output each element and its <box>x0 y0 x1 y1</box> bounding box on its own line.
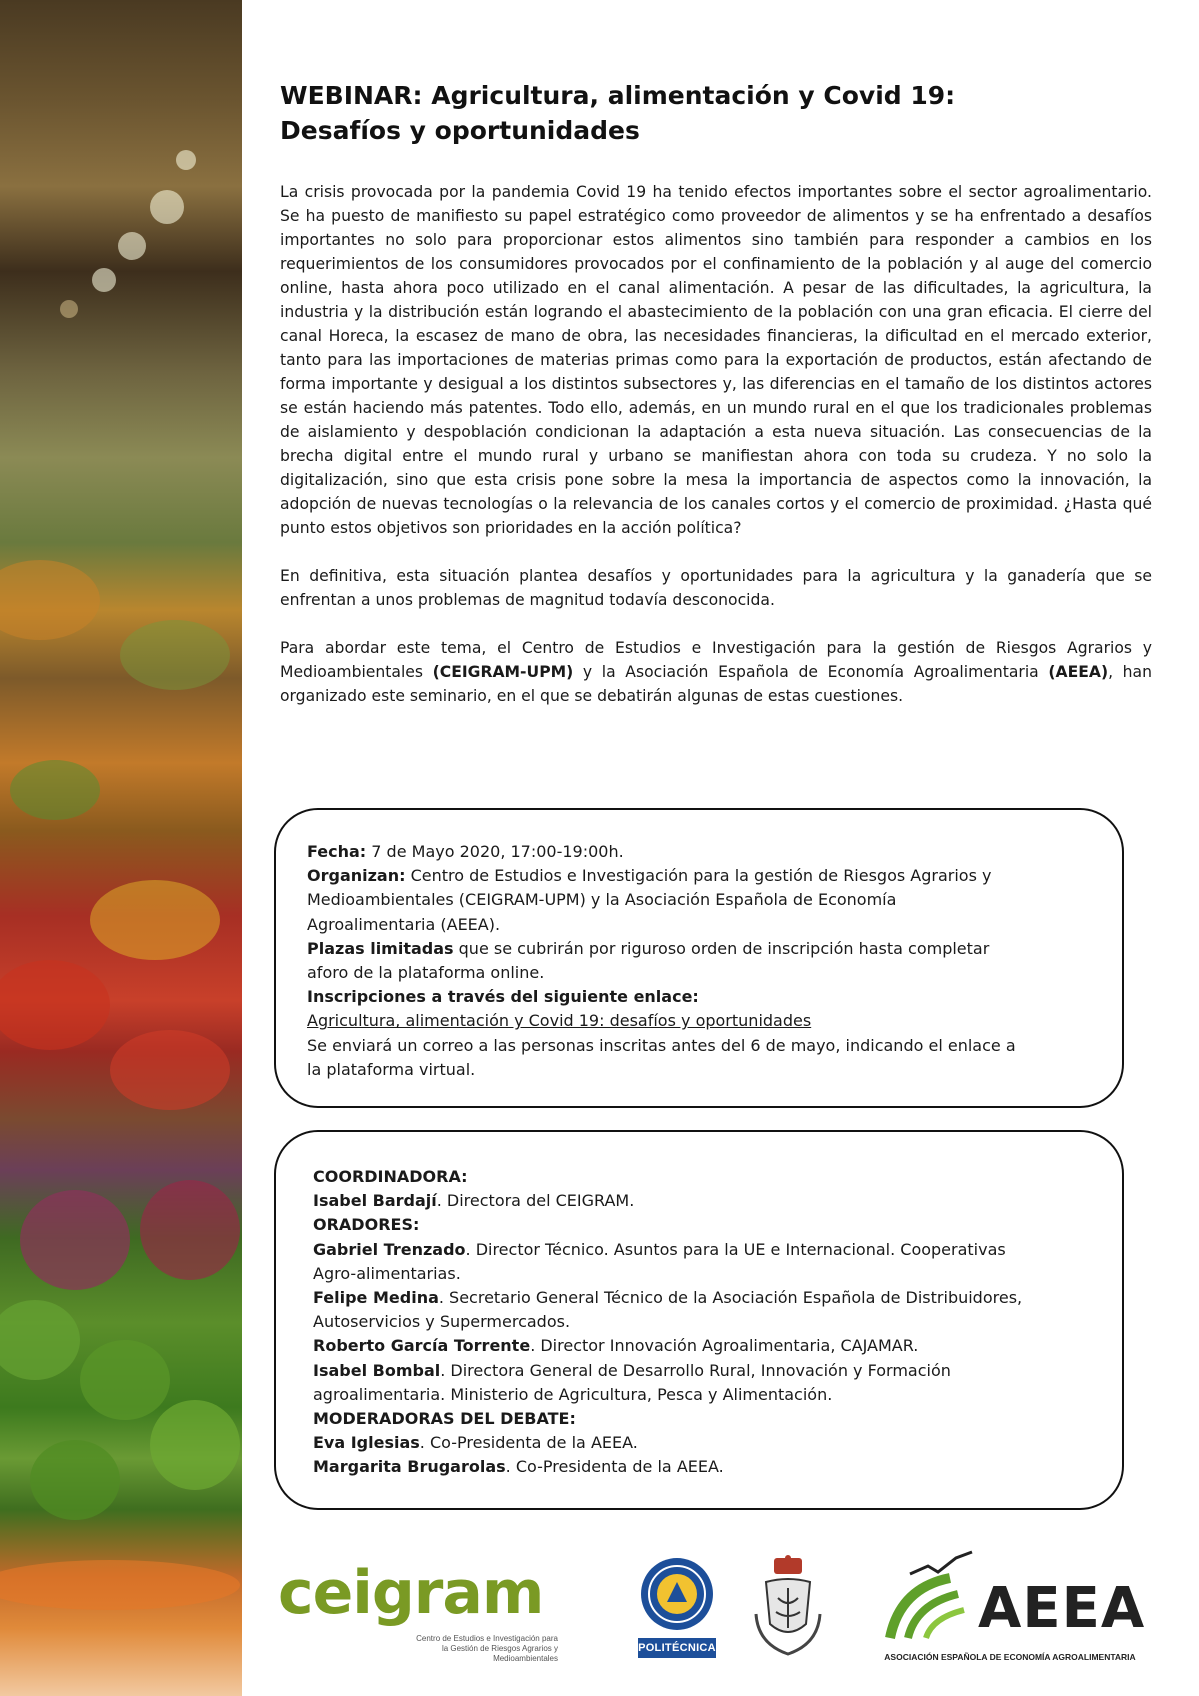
ceigram-subtitle-line-1: Centro de Estudios e Investigación para <box>416 1634 558 1643</box>
p3-text-a: Para abordar este tema, el Centro de Estudios e Investigación para la gestión de Riesgos Agrarios y Medioambientales <box>280 639 1152 681</box>
speaker-role: . Director Técnico. Asuntos para la UE e Internacional. Cooperativas <box>465 1239 1006 1259</box>
oradores-heading <box>313 1213 1062 1237</box>
correo-line-1: Se enviará un correo a las personas inscritas antes del 6 de mayo, indicando el enlace a <box>307 1035 1016 1055</box>
moderadora-1 <box>313 1431 1062 1455</box>
moderadora-2 <box>313 1455 1062 1479</box>
upm-label: POLITÉCNICA <box>638 1638 716 1658</box>
p3-text-c: , han organizado este seminario, en el que se debatirán algunas de estas cuestiones. <box>280 663 1152 705</box>
ceigram-subtitle <box>378 1634 558 1664</box>
inscripciones-label <box>307 985 1062 1009</box>
intro-paragraph-1: La crisis provocada por la pandemia Covid 19 ha tenido efectos importantes sobre el sector agroalimentario. Se ha puesto de manifiesto su papel estratégico como proveedor de alimentos y se ha enfrentado a desafíos importantes no solo para proporcionar estos alimentos sino también para responder a cambios en los requerimientos de los consumidores provocados por el confinamiento de la población y al auge del comercio online, hasta ahora poco utilizado en el canal alimentación. A pesar de las dificultades, la agricultura, la industria y la distribución están logrando el abastecimiento de la población con una gran eficacia. El cierre del canal Horeca, la escasez de mano de obra, las necesidades financieras, la dificultad en el mercado exterior, tanto para las importaciones de materias primas como para la exportación de productos, están afectando de forma importante y desigual a los distintos subsectores y, las diferencias en el tamaño de los distintos actores se están haciendo más patentes. Todo ello, además, en un mundo rural en el que los tradicionales problemas de aislamiento y despoblación condicionan la adaptación a esta nueva situación. Las consecuencias de la brecha digital entre el mundo rural y urbano se manifiestan ahora con toda su crudeza. Y no solo la digitalización, sino que esta crisis pone sobre la mesa la importancia de aspectos como la innovación, la adopción de nuevas tecnologías o la relevancia de los canales cortos y el comercio de proximidad. ¿Hasta qué punto estos objetivos son prioridades en la acción política? <box>280 183 1152 537</box>
speaker-role: . Directora General de Desarrollo Rural, Innovación y Formación <box>440 1360 951 1380</box>
speaker-role: . Director Innovación Agroalimentaria, CAJAMAR. <box>530 1336 919 1356</box>
sponsor-logos <box>260 1540 1180 1690</box>
orador-4 <box>313 1359 1062 1383</box>
event-info-box <box>274 808 1124 1108</box>
intro-paragraph-2: En definitiva, esta situación plantea desafíos y oportunidades para la agricultura y la ganadería que se enfrentan a unos problemas de magnitud todavía desconocida. <box>280 567 1152 609</box>
orador-2 <box>313 1286 1062 1310</box>
correo-line-2: la plataforma virtual. <box>307 1059 476 1079</box>
organizan-line-2: Medioambientales (CEIGRAM-UPM) y la Asociación Española de Economía <box>307 890 897 910</box>
fecha-label: Fecha: <box>307 842 367 861</box>
aeea-bold: (AEEA) <box>1048 663 1109 681</box>
registration-link[interactable]: Agricultura, alimentación y Covid 19: desafíos y oportunidades <box>307 1011 812 1031</box>
upm-logo <box>638 1552 716 1662</box>
page-title <box>280 78 1160 148</box>
orador-4-cont: agroalimentaria. Ministerio de Agricultura, Pesca y Alimentación. <box>313 1384 833 1404</box>
plazas-line-2: aforo de la plataforma online. <box>307 963 545 983</box>
speaker-name: Eva Iglesias <box>313 1433 420 1453</box>
plazas-label: Plazas limitadas <box>307 938 454 958</box>
ceigram-subtitle-line-2: la Gestión de Riesgos Agrarios y Medioambientales <box>441 1644 558 1663</box>
speaker-role: . Co-Presidenta de la AEEA. <box>505 1457 724 1477</box>
ceigram-wordmark: ceigram <box>278 1558 544 1628</box>
speakers-box <box>274 1130 1124 1510</box>
aeea-wordmark: AEEA <box>978 1576 1146 1641</box>
plazas-line-1 <box>307 937 1062 961</box>
aeea-subtitle: ASOCIACIÓN ESPAÑOLA DE ECONOMÍA AGROALIMENTARIA <box>884 1652 1136 1662</box>
speaker-name: Roberto García Torrente <box>313 1336 531 1356</box>
plazas-text-1: que se cubrirán por riguroso orden de inscripción hasta completar <box>453 938 990 958</box>
orador-3 <box>313 1334 1062 1358</box>
fecha-line <box>307 840 1062 864</box>
moderadoras-heading <box>313 1407 1062 1431</box>
market-produce-photo <box>0 0 242 1696</box>
speaker-name: Isabel Bardají <box>313 1191 437 1211</box>
ceigram-logo <box>260 1540 580 1680</box>
intro-paragraph-3 <box>280 636 1152 708</box>
orador-1-cont: Agro-alimentarias. <box>313 1263 461 1283</box>
speaker-name: Isabel Bombal <box>313 1360 441 1380</box>
upm-seal-icon <box>638 1552 716 1636</box>
title-line-2: Desafíos y oportunidades <box>280 116 640 145</box>
speaker-role: . Directora del CEIGRAM. <box>436 1191 635 1211</box>
title-line-1: WEBINAR: Agricultura, alimentación y Covid 19: <box>280 81 956 110</box>
orador-1 <box>313 1238 1062 1262</box>
crest-icon <box>748 1554 828 1664</box>
organizan-text-1: Centro de Estudios e Investigación para la gestión de Riesgos Agrarios y <box>405 866 992 886</box>
speaker-role: . Co-Presidenta de la AEEA. <box>419 1433 638 1453</box>
organizan-line-1 <box>307 864 1062 888</box>
speaker-name: Felipe Medina <box>313 1288 439 1308</box>
aeea-logo <box>880 1548 1160 1668</box>
oradores-label: ORADORES: <box>313 1215 420 1235</box>
organizan-label: Organizan: <box>307 866 406 886</box>
coordinadora-label: COORDINADORA: <box>313 1167 468 1186</box>
intro-text <box>280 180 1152 732</box>
coordinadora-heading <box>313 1165 1062 1189</box>
moderadoras-label: MODERADORAS DEL DEBATE: <box>313 1409 576 1429</box>
fecha-value: 7 de Mayo 2020, 17:00-19:00h. <box>366 842 624 861</box>
coordinadora-item <box>313 1189 1062 1213</box>
orador-2-cont: Autoservicios y Supermercados. <box>313 1312 571 1332</box>
speaker-role: . Secretario General Técnico de la Asociación Española de Distribuidores, <box>438 1288 1023 1308</box>
speaker-name: Margarita Brugarolas <box>313 1457 506 1477</box>
speaker-name: Gabriel Trenzado <box>313 1239 466 1259</box>
ceigram-upm-bold: (CEIGRAM-UPM) <box>432 663 574 681</box>
organizan-line-3: Agroalimentaria (AEEA). <box>307 914 501 934</box>
inscripciones-label-text: Inscripciones a través del siguiente enlace: <box>307 987 699 1007</box>
p3-text-b: y la Asociación Española de Economía Agroalimentaria <box>573 663 1049 681</box>
crest-logo <box>748 1554 828 1664</box>
aeea-emblem-icon <box>880 1548 980 1648</box>
